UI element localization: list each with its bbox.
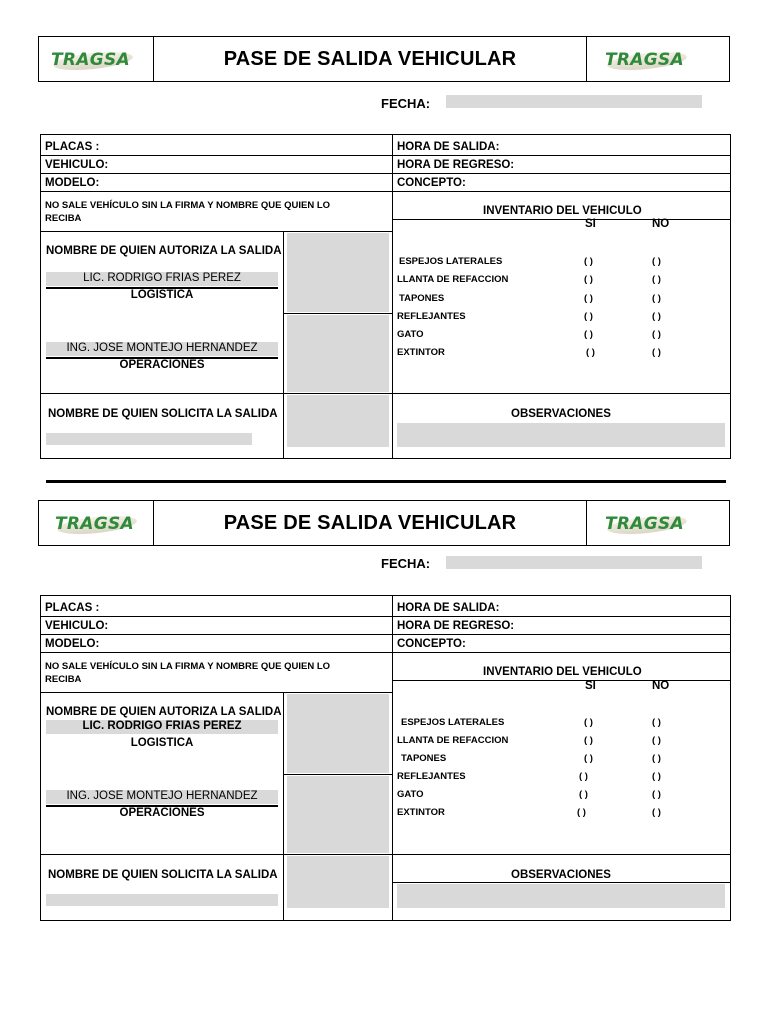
modelo-label: MODELO: <box>45 638 100 650</box>
hora-regreso-label: HORA DE REGRESO: <box>397 159 515 171</box>
si-checkbox[interactable]: ( ) <box>584 256 593 267</box>
form-header <box>38 500 730 546</box>
logo-cell-right <box>586 501 729 545</box>
no-checkbox[interactable]: ( ) <box>652 347 661 358</box>
signature-box-1[interactable] <box>287 694 389 773</box>
signer1-dept: LOGISTICA <box>130 737 194 749</box>
si-checkbox[interactable]: ( ) <box>584 293 593 304</box>
solicita-label: NOMBRE DE QUIEN SOLICITA LA SALIDA <box>48 869 278 881</box>
concepto-label: CONCEPTO: <box>397 638 466 650</box>
vehiculo-label: VEHICULO: <box>45 620 109 632</box>
logo-text: TRAGSA <box>605 50 684 70</box>
notice-line-1: NO SALE VEHÍCULO SIN LA FIRMA Y NOMBRE QUE QUIEN LO <box>45 661 331 672</box>
signature-box-2[interactable] <box>287 776 389 853</box>
si-checkbox[interactable]: ( ) <box>577 807 586 818</box>
placas-label: PLACAS : <box>45 141 100 153</box>
no-checkbox[interactable]: ( ) <box>652 789 661 800</box>
solicita-name-field[interactable] <box>46 433 252 445</box>
solicita-label: NOMBRE DE QUIEN SOLICITA LA SALIDA <box>48 408 278 420</box>
inventory-item: TAPONES <box>399 293 445 304</box>
inventory-item: EXTINTOR <box>397 347 445 358</box>
tragsa-logo <box>601 511 687 537</box>
signer2-name: ING. JOSE MONTEJO HERNANDEZ <box>66 342 258 354</box>
signer1-name: LIC. RODRIGO FRIAS PEREZ <box>83 272 241 284</box>
si-checkbox[interactable]: ( ) <box>586 347 595 358</box>
autoriza-label: NOMBRE DE QUIEN AUTORIZA LA SALIDA <box>46 706 282 718</box>
si-checkbox[interactable]: ( ) <box>584 753 593 764</box>
form-table <box>40 595 731 921</box>
no-checkbox[interactable]: ( ) <box>652 293 661 304</box>
inventory-item: REFLEJANTES <box>397 771 466 782</box>
si-checkbox[interactable]: ( ) <box>579 789 588 800</box>
si-checkbox[interactable]: ( ) <box>584 311 593 322</box>
hora-salida-label: HORA DE SALIDA: <box>397 602 500 614</box>
si-checkbox[interactable]: ( ) <box>584 274 593 285</box>
inventario-label: INVENTARIO DEL VEHICULO <box>483 205 642 217</box>
vehiculo-label: VEHICULO: <box>45 159 109 171</box>
placas-label: PLACAS : <box>45 602 100 614</box>
inventory-item: GATO <box>397 789 424 800</box>
inventory-item: EXTINTOR <box>397 807 445 818</box>
no-checkbox[interactable]: ( ) <box>652 717 661 728</box>
si-checkbox[interactable]: ( ) <box>584 329 593 340</box>
fecha-label: FECHA: <box>381 96 431 111</box>
signer2-dept: OPERACIONES <box>119 359 205 371</box>
signer2-name: ING. JOSE MONTEJO HERNANDEZ <box>66 790 258 802</box>
si-checkbox[interactable]: ( ) <box>584 735 593 746</box>
form-title: PASE DE SALIDA VEHICULAR <box>223 47 517 70</box>
signer2-dept: OPERACIONES <box>119 807 205 819</box>
no-checkbox[interactable]: ( ) <box>652 807 661 818</box>
notice-line-2: RECIBA <box>45 213 82 224</box>
inventario-label: INVENTARIO DEL VEHICULO <box>483 666 642 678</box>
signer1-dept: LOGISTICA <box>130 289 194 301</box>
si-label: SI <box>585 218 596 230</box>
logo-text: TRAGSA <box>55 514 134 534</box>
concepto-label: CONCEPTO: <box>397 177 466 189</box>
no-label: NO <box>652 218 670 230</box>
tragsa-logo <box>51 511 137 537</box>
autoriza-label: NOMBRE DE QUIEN AUTORIZA LA SALIDA <box>46 245 282 257</box>
inventory-item: LLANTA DE REFACCION <box>397 735 509 746</box>
inventory-item: GATO <box>397 329 424 340</box>
si-checkbox[interactable]: ( ) <box>584 717 593 728</box>
copy-divider <box>46 480 726 483</box>
no-checkbox[interactable]: ( ) <box>652 329 661 340</box>
observaciones-label: OBSERVACIONES <box>511 869 611 881</box>
inventory-item: LLANTA DE REFACCION <box>397 274 509 285</box>
inventory-item: ESPEJOS LATERALES <box>401 717 505 728</box>
no-checkbox[interactable]: ( ) <box>652 274 661 285</box>
inventory-item: ESPEJOS LATERALES <box>399 256 503 267</box>
solicita-name-field[interactable] <box>46 894 278 906</box>
observaciones-label: OBSERVACIONES <box>511 408 611 420</box>
logo-text: TRAGSA <box>605 514 684 534</box>
signer1-name: LIC. RODRIGO FRIAS PEREZ <box>82 720 242 732</box>
fecha-label: FECHA: <box>381 556 431 571</box>
no-checkbox[interactable]: ( ) <box>652 771 661 782</box>
no-checkbox[interactable]: ( ) <box>652 256 661 267</box>
no-checkbox[interactable]: ( ) <box>652 735 661 746</box>
hora-regreso-label: HORA DE REGRESO: <box>397 620 515 632</box>
no-checkbox[interactable]: ( ) <box>652 311 661 322</box>
solicita-signature-box[interactable] <box>287 856 389 908</box>
notice-line-2: RECIBA <box>45 674 82 685</box>
observaciones-field[interactable] <box>397 884 725 908</box>
hora-salida-label: HORA DE SALIDA: <box>397 141 500 153</box>
si-checkbox[interactable]: ( ) <box>579 771 588 782</box>
no-checkbox[interactable]: ( ) <box>652 753 661 764</box>
logo-cell-left <box>39 501 154 545</box>
si-label: SI <box>585 680 596 692</box>
form-title: PASE DE SALIDA VEHICULAR <box>223 511 517 534</box>
inventory-item: REFLEJANTES <box>397 311 466 322</box>
no-label: NO <box>652 680 670 692</box>
logo-text: TRAGSA <box>51 50 130 70</box>
modelo-label: MODELO: <box>45 177 100 189</box>
notice-line-1: NO SALE VEHÍCULO SIN LA FIRMA Y NOMBRE QUE QUIEN LO <box>45 200 331 211</box>
fecha-field[interactable] <box>446 556 702 569</box>
inventory-item: TAPONES <box>401 753 447 764</box>
